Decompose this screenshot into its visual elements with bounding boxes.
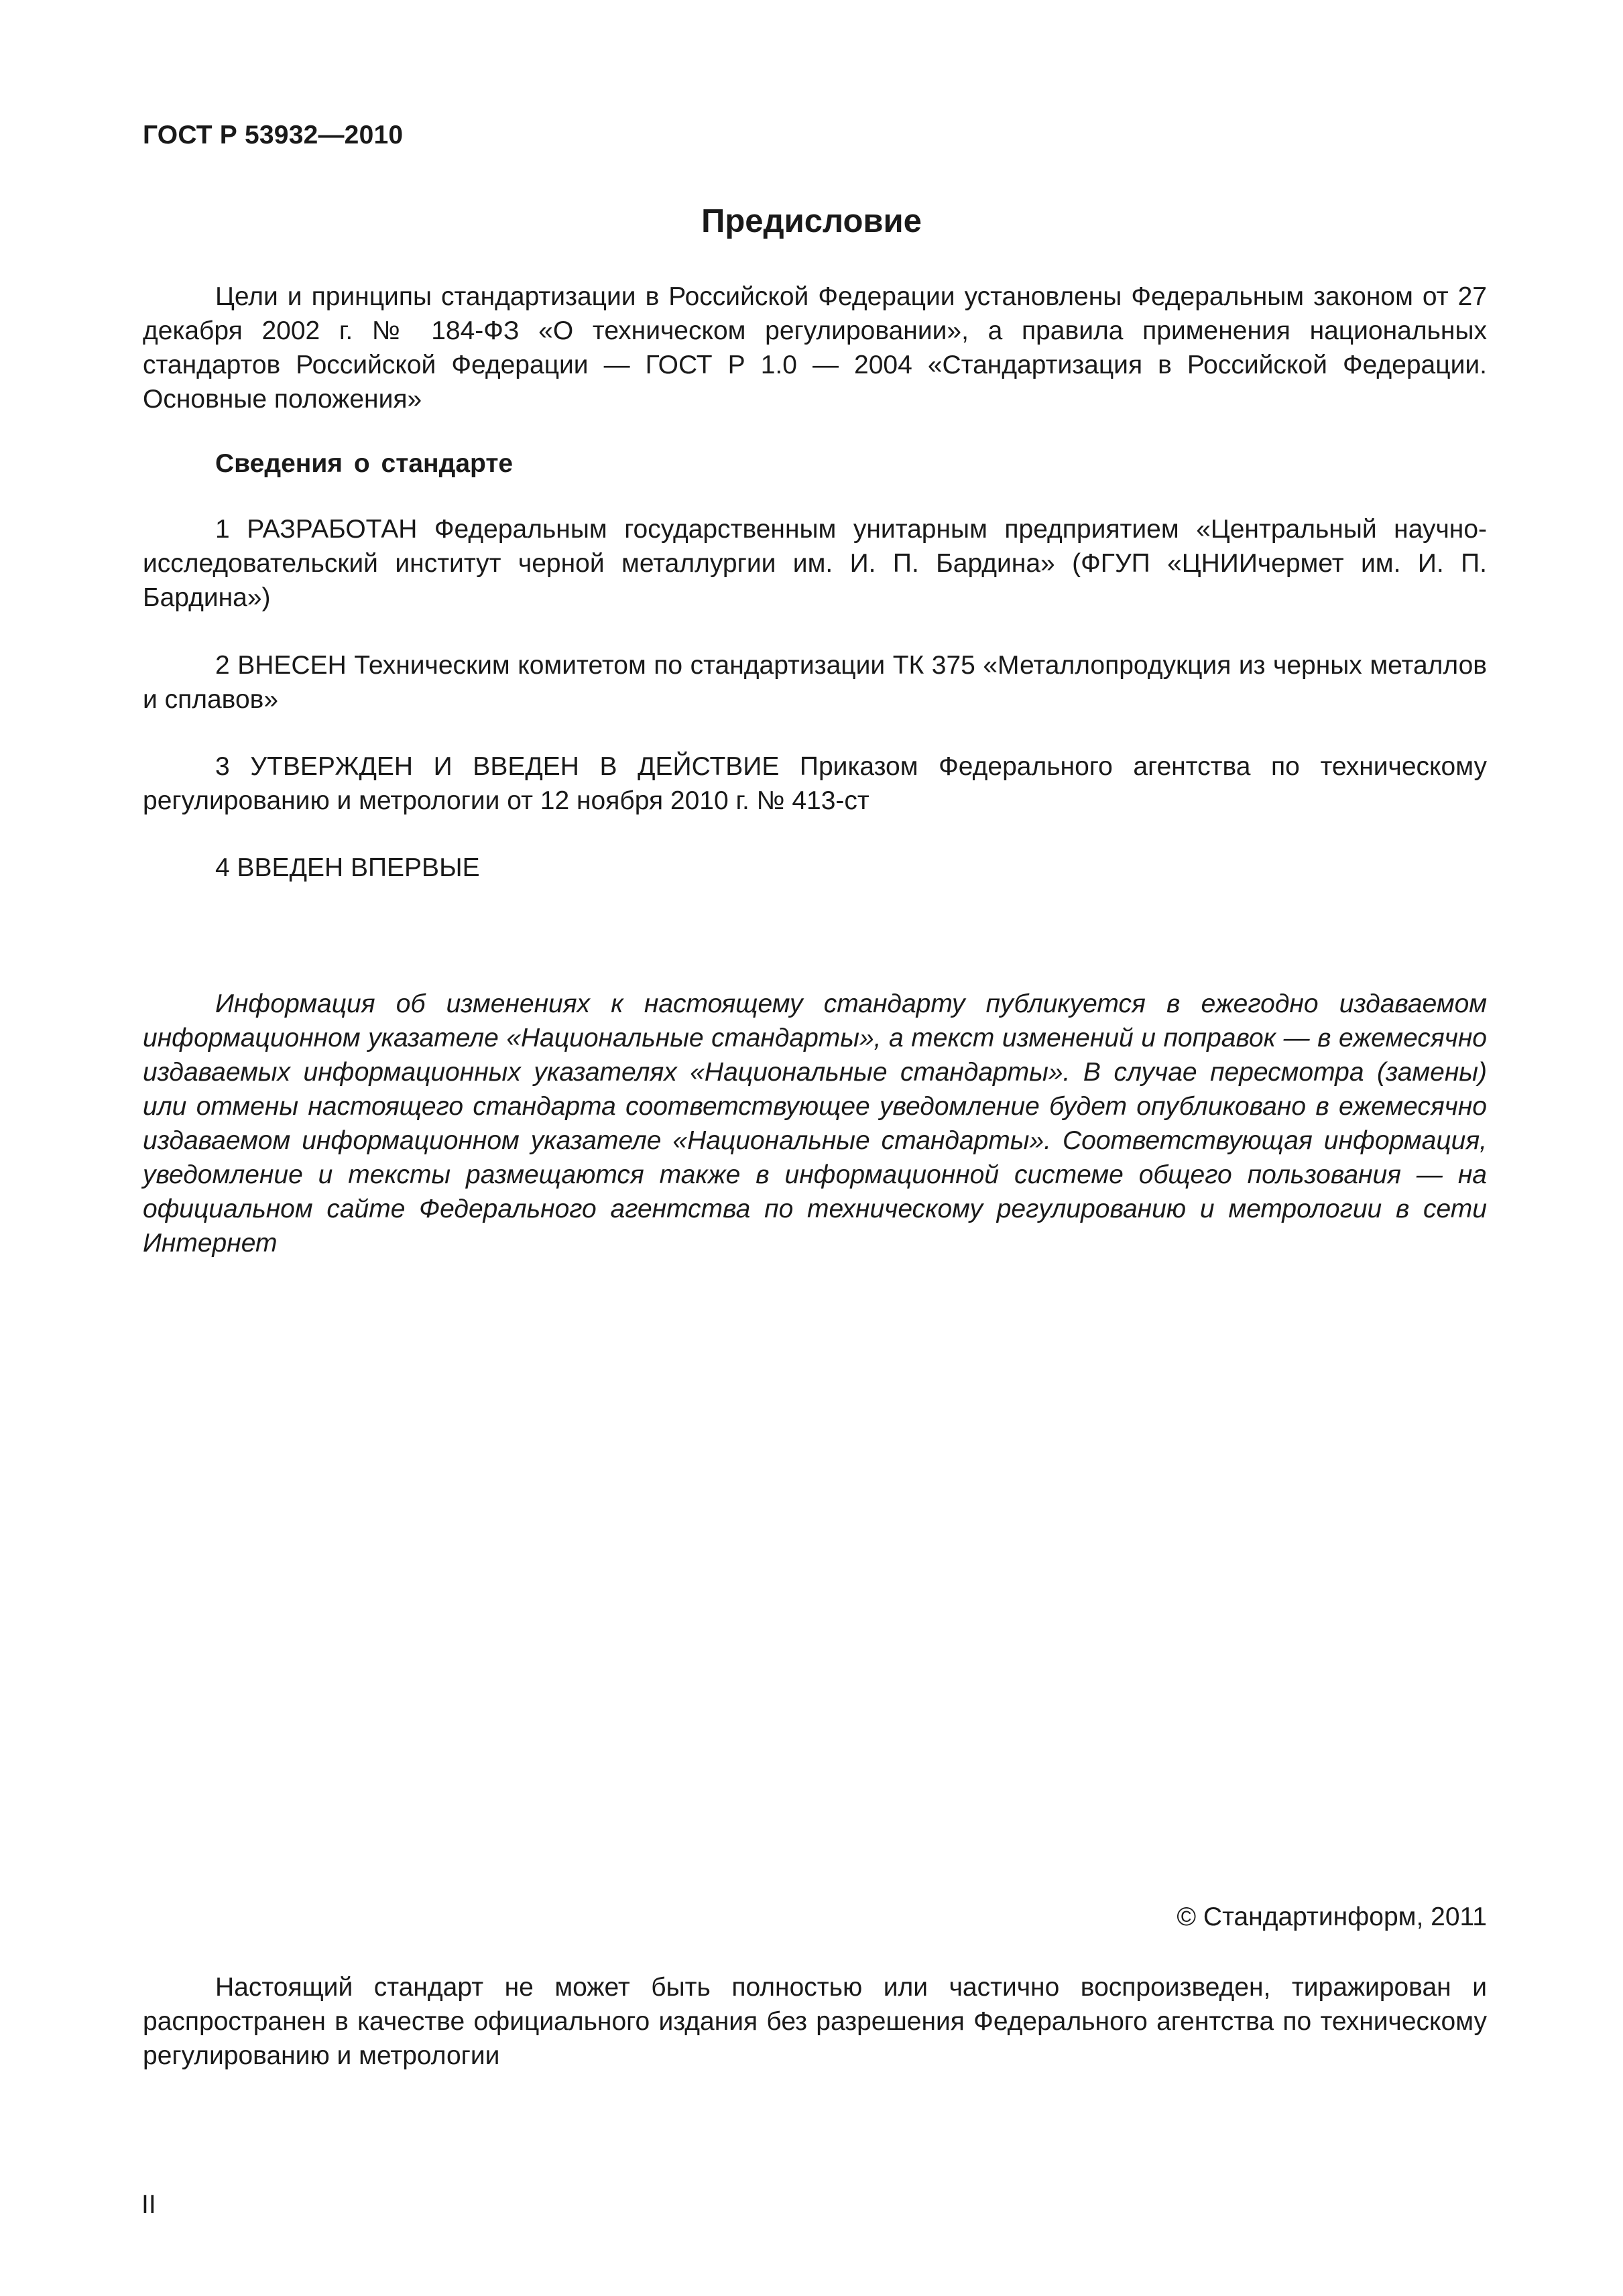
page-title: Предисловие <box>701 203 922 239</box>
document-header: ГОСТ Р 53932—2010 <box>143 121 404 149</box>
item-first-introduced: 4 ВВЕДЕН ВПЕРВЫЕ <box>215 853 480 882</box>
item-approved: 3 УТВЕРЖДЕН И ВВЕДЕН В ДЕЙСТВИЕ Приказом Федерального агентства по техническому регулированию и метрологии от 12 ноября 2010 г. № 413-ст <box>143 752 1487 815</box>
reproduction-restriction: Настоящий стандарт не может быть полностью или частично воспроизведен, тиражирован и распространен в качестве официального издания без разрешения Федерального агентства по техническому регулированию и метрологии <box>143 1973 1487 2070</box>
item-developed: 1 РАЗРАБОТАН Федеральным государственным унитарным предприятием «Центральный научно-исследовательский институт черной металлургии им. И. П. Бардина» (ФГУП «ЦНИИчермет им. И. П. Бардина») <box>143 515 1487 612</box>
intro-paragraph: Цели и принципы стандартизации в Российской Федерации установлены Федеральным законом от 27 декабря 2002 г. № 184-ФЗ «О техническом регулировании», а правила применения национальных стандартов Российской Федерации — ГОСТ Р 1.0 — 2004 «Стандартизация в Российской Федерации. Основные положения» <box>143 282 1487 414</box>
item-introduced-by: 2 ВНЕСЕН Техническим комитетом по стандартизации ТК 375 «Металлопродукция из черных металлов и сплавов» <box>143 651 1487 714</box>
copyright: © Стандартинформ, 2011 <box>1177 1902 1487 1931</box>
page-number: II <box>141 2190 156 2219</box>
change-notice: Информация об изменениях к настоящему стандарту публикуется в ежегодно издаваемом информационном указателе «Национальные стандарты», а текст изменений и поправок — в ежемесячно издаваемых информационных указателях «Национальные стандарты». В случае пересмотра (замены) или отмены настоящего стандарта соответствующее уведомление будет опубликовано в ежемесячно издаваемом информационном указателе «Национальные стандарты». Соответствующая информация, уведомление и тексты размещаются также в информационной системе общего пользования — на официальном сайте Федерального агентства по техническому регулированию и метрологии в сети Интернет <box>143 989 1487 1258</box>
section-heading: Сведения о стандарте <box>215 449 514 478</box>
